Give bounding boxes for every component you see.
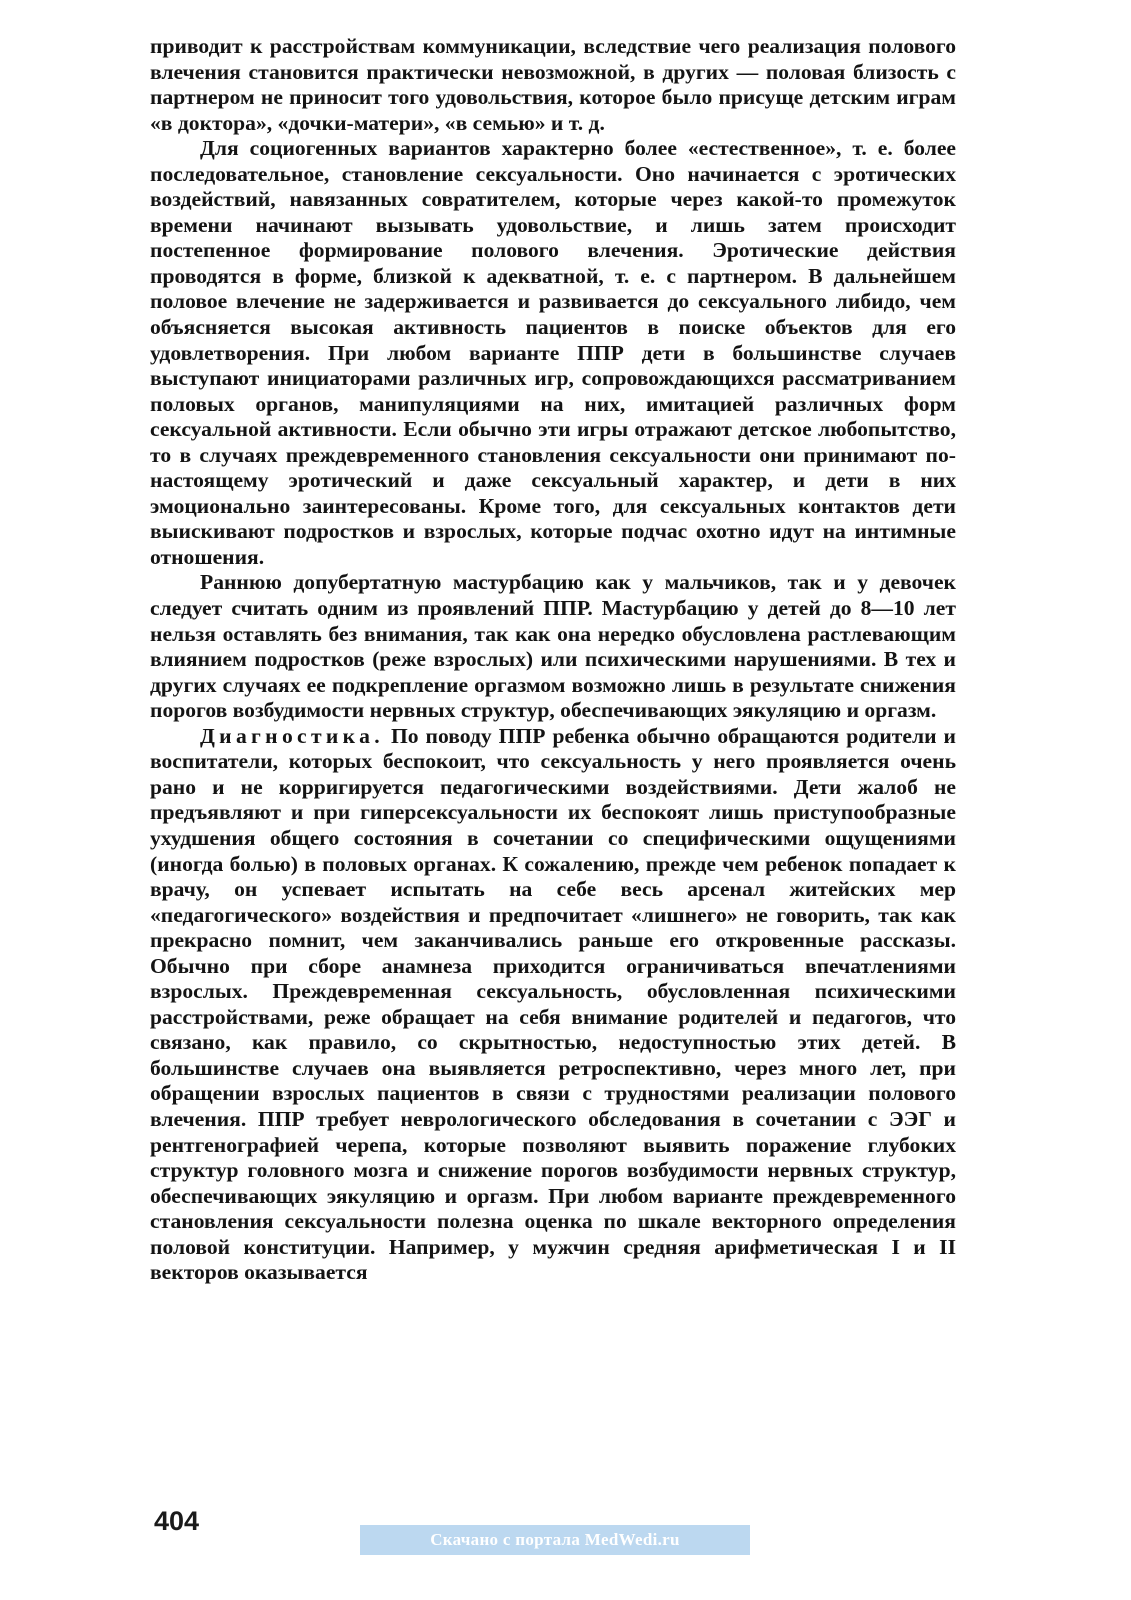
section-heading: Диагностика.	[200, 723, 384, 748]
paragraph: Для социогенных вариантов характерно более «естественное», т. е. более последовательное, становление сексуальности. Оно начинается с эротических воздействий, навязанных совратителем, которые через какой-то промежуток времени начинают вызывать удовольствие, и лишь затем происходит постепенное формирование полового влечения. Эротические действия проводятся в форме, близкой к адекватной, т. е. с партнером. В дальнейшем половое влечение не задерживается и развивается до сексуального либидо, чем объясняется высокая активность пациентов в поиске объектов для его удовлетворения. При любом варианте ППР дети в большинстве случаев выступают инициаторами различных игр, сопровождающихся рассматриванием половых органов, манипуляциями на них, имитацией различных форм сексуальной активности. Если обычно эти игры отражают детское любопытство, то в случаях преждевременного становления сексуальности они принимают по-настоящему эротический и даже сексуальный характер, и дети в них эмоционально заинтересованы. Кроме того, для сексуальных контактов дети выискивают подростков и взрослых, которые подчас охотно идут на интимные отношения.	[150, 136, 956, 569]
document-body	[150, 34, 956, 1286]
page-number: 404	[154, 1506, 200, 1536]
paragraph-text: По поводу ППР ребенка обычно обращаются родители и воспитатели, которых беспокоит, что сексуальность у него проявляется очень рано и не корригируется педагогическими воздействиями. Дети жалоб не предъявляют и при гиперсексуальности их беспокоят лишь приступообразные ухудшения общего состояния в сочетании со специфическими ощущениями (иногда болью) в половых органах. К сожалению, прежде чем ребенок попадает к врачу, он успевает испытать на себе весь арсенал житейских мер «педагогического» воздействия и предпочитает «лишнего» не говорить, так как прекрасно помнит, чем заканчивались раньше его откровенные рассказы. Обычно при сборе анамнеза приходится ограничиваться впечатлениями взрослых. Преждевременная сексуальность, обусловленная психическими расстройствами, реже обращает на себя внимание родителей и педагогов, что связано, как правило, со скрытностью, недоступностью этих детей. В большинстве случаев она выявляется ретроспективно, через много лет, при обращении взрослых пациентов в связи с трудностями реализации полового влечения. ППР требует неврологического обследования в сочетании с ЭЭГ и рентгенографией черепа, которые позволяют выявить поражение глубоких структур головного мозга и снижение порогов возбудимости нервных структур, обеспечивающих эякуляцию и оргазм. При любом варианте преждевременного становления сексуальности полезна оценка по шкале векторного определения половой конституции. Например, у мужчин средняя арифметическая I и II векторов оказывается	[150, 723, 956, 1285]
paragraph: Раннюю допубертатную мастурбацию как у мальчиков, так и у девочек следует считать одним из проявлений ППР. Мастурбацию у детей до 8—10 лет нельзя оставлять без внимания, так как она нередко обусловлена растлевающим влиянием подростков (реже взрослых) или психическими нарушениями. В тех и других случаях ее подкрепление оргазмом возможно лишь в результате снижения порогов возбудимости нервных структур, обеспечивающих эякуляцию и оргазм.	[150, 570, 956, 723]
paragraph	[150, 724, 956, 1286]
watermark-banner: Скачано с портала MedWedi.ru	[360, 1525, 750, 1555]
paragraph: приводит к расстройствам коммуникации, вследствие чего реализация полового влечения становится практически невозможной, в других — половая близость с партнером не приносит того удовольствия, которое было присуще детским играм «в доктора», «дочки-матери», «в семью» и т. д.	[150, 34, 956, 135]
